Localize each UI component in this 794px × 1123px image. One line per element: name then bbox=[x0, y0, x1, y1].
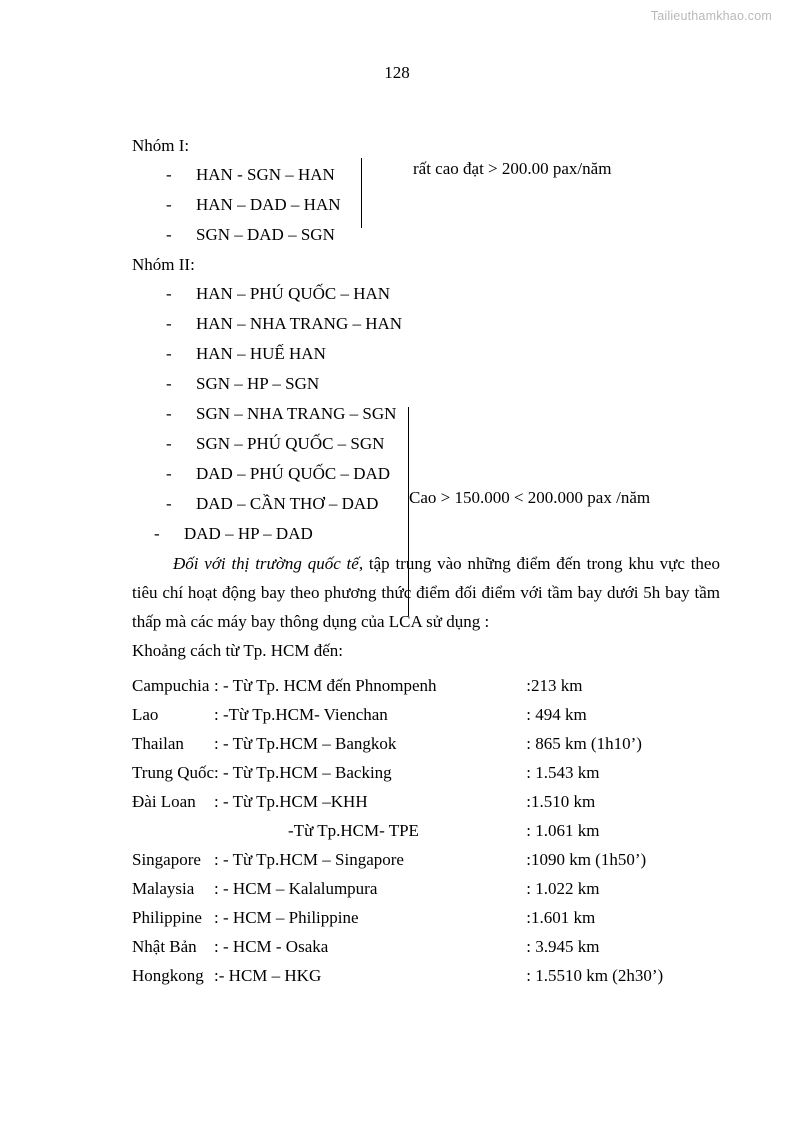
route-item bbox=[132, 429, 722, 459]
distance-country: Nhật Bản bbox=[132, 937, 197, 956]
route-dash: - bbox=[166, 434, 172, 453]
distance-route: : - HCM - Osaka bbox=[214, 937, 329, 956]
route-label: SGN – NHA TRANG – SGN bbox=[196, 404, 397, 423]
route-dash: - bbox=[166, 195, 172, 214]
route-label: HAN – NHA TRANG – HAN bbox=[196, 314, 403, 333]
route-item bbox=[132, 399, 722, 429]
distance-route: : -Từ Tp.HCM- Vienchan bbox=[214, 705, 388, 724]
route-label: SGN – DAD – SGN bbox=[196, 225, 335, 244]
route-item bbox=[132, 519, 722, 549]
page-number: 128 bbox=[384, 63, 410, 82]
distance-heading: Khoảng cách từ Tp. HCM đến: bbox=[132, 641, 343, 660]
distance-country: Philippine bbox=[132, 908, 202, 927]
table-row bbox=[132, 787, 692, 816]
distance-route: : - HCM – Philippine bbox=[214, 908, 359, 927]
distance-country: Singapore bbox=[132, 850, 201, 869]
route-item bbox=[132, 339, 722, 369]
route-item bbox=[132, 459, 722, 489]
route-item bbox=[132, 309, 722, 339]
route-dash: - bbox=[166, 165, 172, 184]
table-row bbox=[132, 729, 692, 758]
route-dash: - bbox=[166, 225, 172, 244]
distance-value: : 865 km (1h10’) bbox=[526, 734, 642, 753]
distance-value: : 1.061 km bbox=[526, 821, 600, 840]
distance-value: :1090 km (1h50’) bbox=[526, 850, 647, 869]
route-dash: - bbox=[166, 494, 172, 513]
route-dash: - bbox=[166, 464, 172, 483]
distance-country: Malaysia bbox=[132, 879, 195, 898]
group-block-2 bbox=[132, 250, 722, 549]
distance-country: Trung Quốc bbox=[132, 763, 215, 782]
distance-country bbox=[132, 816, 214, 845]
route-dash: - bbox=[166, 404, 172, 423]
route-label: DAD – HP – DAD bbox=[184, 524, 313, 543]
route-item bbox=[132, 369, 722, 399]
distance-country: Đài Loan bbox=[132, 792, 196, 811]
distance-value: : 3.945 km bbox=[526, 937, 600, 956]
document-body bbox=[132, 131, 722, 990]
paragraph-italic-lead: Đối với thị trường quốc tế bbox=[173, 554, 359, 573]
distance-country: Hongkong bbox=[132, 966, 204, 985]
route-dash: - bbox=[166, 314, 172, 333]
table-row bbox=[132, 903, 692, 932]
distance-route: -Từ Tp.HCM- TPE bbox=[288, 821, 419, 840]
table-row bbox=[132, 671, 692, 700]
route-item bbox=[132, 220, 722, 250]
route-label: HAN – PHÚ QUỐC – HAN bbox=[196, 284, 391, 303]
route-dash: - bbox=[166, 344, 172, 363]
group-brace-line-1 bbox=[361, 158, 362, 228]
route-dash: - bbox=[166, 284, 172, 303]
distance-value: :1.601 km bbox=[526, 908, 596, 927]
route-label: HAN - SGN – HAN bbox=[196, 165, 335, 184]
distance-country: Campuchia bbox=[132, 676, 210, 695]
group-label-1: Nhóm I: bbox=[132, 136, 190, 155]
distance-route: : - Từ Tp.HCM – Bangkok bbox=[214, 734, 397, 753]
table-row bbox=[132, 932, 692, 961]
distance-route: : - Từ Tp.HCM –KHH bbox=[214, 792, 368, 811]
distance-route: : - Từ Tp.HCM – Backing bbox=[214, 763, 392, 782]
distance-country: Lao bbox=[132, 705, 159, 724]
paragraph-rest: , tập trung vào những điểm đến trong khu vực theo tiêu chí hoạt động bay theo phương thức điểm đối điểm với tầm bay dưới 5h bay tầm thấp mà các máy bay thông dụng của LCA sử dụng : bbox=[132, 554, 720, 631]
route-dash: - bbox=[154, 524, 160, 543]
distance-table bbox=[132, 671, 692, 990]
group-note-1: rất cao đạt > 200.00 pax/năm bbox=[413, 159, 612, 178]
group-label-2: Nhóm II: bbox=[132, 255, 195, 274]
route-label: HAN – DAD – HAN bbox=[196, 195, 341, 214]
table-row bbox=[132, 816, 692, 845]
route-item bbox=[132, 279, 722, 309]
watermark-text: Tailieuthamkhao.com bbox=[650, 9, 772, 23]
route-label: SGN – PHÚ QUỐC – SGN bbox=[196, 434, 385, 453]
table-row bbox=[132, 700, 692, 729]
distance-value: : 1.543 km bbox=[526, 763, 600, 782]
route-label: HAN – HUẾ HAN bbox=[196, 344, 326, 363]
group-brace-line-2 bbox=[408, 407, 409, 616]
route-label: DAD – CẦN THƠ – DAD bbox=[196, 494, 379, 513]
distance-route: :- HCM – HKG bbox=[214, 966, 322, 985]
distance-value: : 494 km bbox=[526, 705, 587, 724]
distance-value: :1.510 km bbox=[526, 792, 596, 811]
body-paragraph bbox=[132, 549, 720, 636]
route-label: DAD – PHÚ QUỐC – DAD bbox=[196, 464, 391, 483]
table-row bbox=[132, 961, 692, 990]
route-item bbox=[132, 190, 722, 220]
distance-country: Thailan bbox=[132, 734, 184, 753]
group-block-1 bbox=[132, 131, 722, 250]
route-label: SGN – HP – SGN bbox=[196, 374, 320, 393]
group-note-2: Cao > 150.000 < 200.000 pax /năm bbox=[409, 488, 651, 507]
route-dash: - bbox=[166, 374, 172, 393]
distance-route: : - Từ Tp.HCM – Singapore bbox=[214, 850, 404, 869]
distance-value: :213 km bbox=[526, 676, 583, 695]
table-row bbox=[132, 874, 692, 903]
table-row bbox=[132, 758, 692, 787]
distance-route: : - HCM – Kalalumpura bbox=[214, 879, 378, 898]
table-row bbox=[132, 845, 692, 874]
route-list-2 bbox=[132, 279, 722, 549]
distance-value: : 1.5510 km (2h30’) bbox=[526, 966, 664, 985]
distance-route: : - Từ Tp. HCM đến Phnompenh bbox=[214, 676, 437, 695]
distance-value: : 1.022 km bbox=[526, 879, 600, 898]
